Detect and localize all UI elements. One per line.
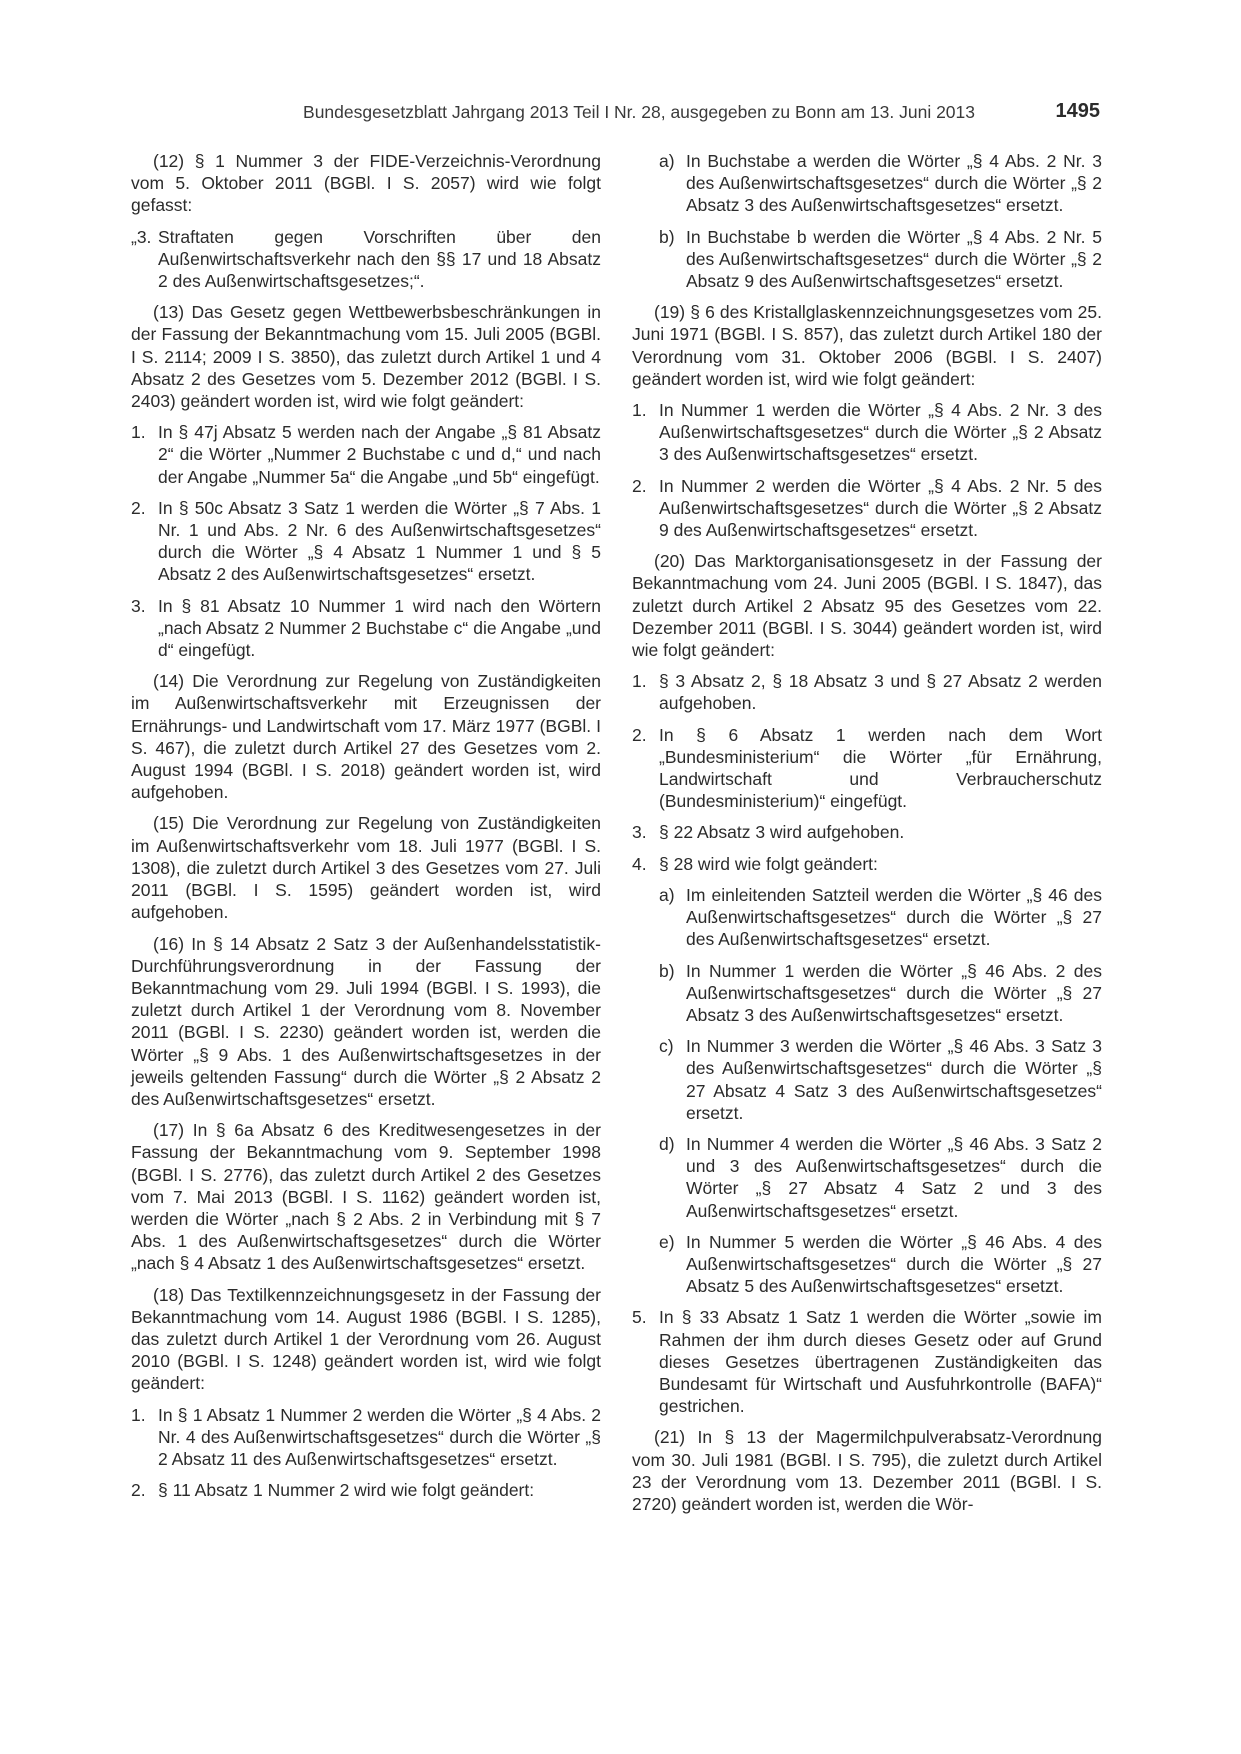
list-text: In § 33 Absatz 1 Satz 1 werden die Wörter „sowie im Rahmen der ihm durch dieses Gesetz oder auf Grund dieses Gesetzes übertragenen Zuständigkeiten das Bundesamt für Wirtschaft und Ausfuhrkontrolle (BAFA)“ gestrichen. bbox=[659, 1307, 1102, 1417]
sub-list-item bbox=[659, 1133, 1102, 1222]
sub-list-item bbox=[659, 1231, 1102, 1298]
list-item bbox=[632, 1306, 1102, 1417]
sub-list-text: Im einleitenden Satzteil werden die Wörter „§ 46 des Außenwirtschaftsgesetzes“ durch die Wörter „§ 27 des Außenwirtschaftsgesetzes“ ersetzt. bbox=[686, 884, 1102, 950]
list-item bbox=[131, 226, 601, 293]
list-item bbox=[632, 821, 1102, 843]
paragraph-18: (18) Das Textilkennzeichnungsgesetz in der Fassung der Bekanntmachung vom 14. August 1986 (BGBl. I S. 1285), das zuletzt durch Artikel 1 der Verordnung vom 26. August 2010 (BGBl. I S. 1248) geändert worden ist, wird wie folgt geändert: bbox=[131, 1284, 601, 1394]
list-item bbox=[131, 1404, 601, 1471]
sub-list-letter: a) bbox=[659, 151, 675, 171]
list-text: Straftaten gegen Vorschriften über den Außenwirtschaftsverkehr nach den §§ 17 und 18 Absatz 2 des Außenwirtschaftsgesetzes;“. bbox=[158, 226, 601, 292]
list-item bbox=[131, 421, 601, 488]
list-number: 5. bbox=[632, 1307, 647, 1328]
gazette-header-title: Bundesgesetzblatt Jahrgang 2013 Teil I Nr. 28, ausgegeben zu Bonn am 13. Juni 2013 bbox=[303, 102, 975, 122]
paragraph-15: (15) Die Verordnung zur Regelung von Zuständigkeiten im Außenwirtschaftsverkehr vom 18. Juli 1977 (BGBl. I S. 1308), die zuletzt durch Artikel 3 des Gesetzes vom 27. Juli 2011 (BGBl. I S. 1595) geändert worden ist, wird aufgehoben. bbox=[131, 813, 601, 923]
list-item bbox=[632, 724, 1102, 813]
sub-list-text: In Nummer 4 werden die Wörter „§ 46 Abs. 3 Satz 2 und 3 des Außenwirtschaftsgesetzes“ durch die Wörter „§ 27 Absatz 4 Satz 2 und 3 des Außenwirtschaftsgesetzes“ ersetzt. bbox=[686, 1133, 1102, 1221]
sub-list-letter: a) bbox=[659, 884, 675, 905]
list-number: 2. bbox=[632, 724, 647, 745]
right-column bbox=[632, 150, 1102, 1524]
paragraph-13: (13) Das Gesetz gegen Wettbewerbsbeschränkungen in der Fassung der Bekanntmachung vom 15. Juli 2005 (BGBl. I S. 2114; 2009 I S. 3850), das zuletzt durch Artikel 1 und 4 Absatz 2 des Gesetzes vom 5. Dezember 2012 (BGBl. I S. 2403) geändert worden ist, wird wie folgt geändert: bbox=[131, 302, 601, 412]
sub-list-text: In Nummer 3 werden die Wörter „§ 46 Abs. 3 Satz 3 des Außenwirtschaftsgesetzes“ durch die Wörter „§ 27 Absatz 4 Satz 3 des Außenwirtschaftsgesetzes“ ersetzt. bbox=[686, 1036, 1102, 1123]
list-item bbox=[632, 670, 1102, 714]
sub-list-item bbox=[659, 150, 1102, 217]
list-number: 2. bbox=[131, 1480, 146, 1501]
list-number: 1. bbox=[632, 400, 647, 421]
list-number: 2. bbox=[632, 475, 647, 496]
list-item bbox=[131, 595, 601, 662]
sub-list-item bbox=[659, 884, 1102, 951]
list-number: 1. bbox=[131, 1404, 146, 1425]
paragraph-12: (12) § 1 Nummer 3 der FIDE-Verzeichnis-Verordnung vom 5. Oktober 2011 (BGBl. I S. 2057) wird wie folgt gefasst: bbox=[131, 151, 601, 216]
list-text: § 22 Absatz 3 wird aufgehoben. bbox=[659, 822, 905, 843]
list-text: In Nummer 1 werden die Wörter „§ 4 Abs. 2 Nr. 3 des Außenwirtschaftsgesetzes“ durch die Wörter „§ 2 Absatz 3 des Außenwirtschaftsgesetzes“ ersetzt. bbox=[659, 400, 1102, 465]
list-text: In § 50c Absatz 3 Satz 1 werden die Wörter „§ 7 Abs. 1 Nr. 1 und Abs. 2 Nr. 6 des Außenwirtschaftsgesetzes“ durch die Wörter „§ 4 Absatz 1 Nummer 1 und § 5 Absatz 2 des Außenwirtschaftsgesetzes“ ersetzt. bbox=[158, 497, 601, 585]
paragraph-17: (17) In § 6a Absatz 6 des Kreditwesengesetzes in der Fassung der Bekanntmachung vom 9. September 1998 (BGBl. I S. 2776), das zuletzt durch Artikel 2 des Gesetzes vom 7. Mai 2013 (BGBl. I S. 1162) geändert worden ist, werden die Wörter „nach § 2 Abs. 2 in Verbindung mit § 7 Abs. 1 des Außenwirtschaftsgesetzes“ durch die Wörter „nach § 4 Absatz 1 des Außenwirtschaftsgesetzes“ ersetzt. bbox=[131, 1120, 601, 1274]
sub-list-text: In Nummer 1 werden die Wörter „§ 46 Abs. 2 des Außenwirtschaftsgesetzes“ durch die Wörter „§ 27 Absatz 3 des Außenwirtschaftsgesetzes“ ersetzt. bbox=[686, 960, 1102, 1025]
list-number: 3. bbox=[131, 595, 146, 616]
sub-list-text: In Buchstabe b werden die Wörter „§ 4 Abs. 2 Nr. 5 des Außenwirtschaftsgesetzes“ durch die Wörter „§ 2 Absatz 9 des Außenwirtschaftsgesetzes“ ersetzt. bbox=[686, 226, 1102, 292]
list-text: In § 6 Absatz 1 werden nach dem Wort „Bundesministerium“ die Wörter „für Ernährung, Landwirtschaft und Verbraucherschutz (Bundesministerium)“ eingefügt. bbox=[659, 724, 1102, 812]
sub-list-letter: b) bbox=[659, 226, 675, 247]
sub-list-item bbox=[659, 226, 1102, 293]
list-text: In Nummer 2 werden die Wörter „§ 4 Abs. 2 Nr. 5 des Außenwirtschaftsgesetzes“ durch die Wörter „§ 2 Absatz 9 des Außenwirtschaftsgesetzes“ ersetzt. bbox=[659, 475, 1102, 541]
paragraph-20: (20) Das Marktorganisationsgesetz in der Fassung der Bekanntmachung vom 24. Juni 2005 (BGBl. I S. 1847), das zuletzt durch Artikel 2 Absatz 95 des Gesetzes vom 22. Dezember 2011 (BGBl. I S. 3044) geändert worden ist, wird wie folgt geändert: bbox=[632, 551, 1102, 661]
sub-list-letter: d) bbox=[659, 1133, 675, 1154]
page-number: 1495 bbox=[1055, 100, 1100, 122]
sub-list-letter: e) bbox=[659, 1231, 675, 1252]
list-item bbox=[632, 475, 1102, 542]
list-number: 4. bbox=[632, 853, 647, 874]
list-item bbox=[131, 497, 601, 586]
list-number: 3. bbox=[632, 822, 647, 843]
paragraph-14: (14) Die Verordnung zur Regelung von Zuständigkeiten im Außenwirtschaftsverkehr mit Erzeugnissen der Ernährungs- und Landwirtschaft vom 17. März 1977 (BGBl. I S. 467), die zuletzt durch Artikel 27 des Gesetzes vom 2. August 1994 (BGBl. I S. 2018) geändert worden ist, wird aufgehoben. bbox=[131, 671, 601, 803]
list-number: 1. bbox=[131, 422, 146, 443]
list-text: In § 47j Absatz 5 werden nach der Angabe „§ 81 Absatz 2“ die Wörter „Nummer 2 Buchstabe c und d,“ und nach der Angabe „Nummer 5a“ die Angabe „und 5b“ eingefügt. bbox=[158, 422, 601, 487]
list-text: § 28 wird wie folgt geändert: bbox=[659, 853, 878, 874]
paragraph-19: (19) § 6 des Kristallglaskennzeichnungsgesetzes vom 25. Juni 1971 (BGBl. I S. 857), das zuletzt durch Artikel 180 der Verordnung vom 31. Oktober 2006 (BGBl. I S. 2407) geändert worden ist, wird wie folgt geändert: bbox=[632, 302, 1102, 389]
list-item bbox=[131, 1479, 601, 1501]
sub-list-text: In Buchstabe a werden die Wörter „§ 4 Abs. 2 Nr. 3 des Außenwirtschaftsgesetzes“ durch die Wörter „§ 2 Absatz 3 des Außenwirtschaftsgesetzes“ ersetzt. bbox=[686, 151, 1102, 216]
list-item bbox=[632, 399, 1102, 466]
list-item bbox=[632, 853, 1102, 875]
list-text: In § 1 Absatz 1 Nummer 2 werden die Wörter „§ 4 Abs. 2 Nr. 4 des Außenwirtschaftsgesetzes“ durch die Wörter „§ 2 Absatz 11 des Außenwirtschaftsgesetzes“ ersetzt. bbox=[158, 1404, 601, 1469]
left-column bbox=[131, 150, 601, 1510]
page-header bbox=[150, 100, 1100, 126]
sub-list-item bbox=[659, 960, 1102, 1027]
list-number: 1. bbox=[632, 671, 647, 692]
list-number: „3. bbox=[131, 226, 152, 247]
sub-list-letter: b) bbox=[659, 960, 675, 981]
list-text: § 3 Absatz 2, § 18 Absatz 3 und § 27 Absatz 2 werden aufgehoben. bbox=[659, 671, 1102, 714]
paragraph-21: (21) In § 13 der Magermilchpulverabsatz-Verordnung vom 30. Juli 1981 (BGBl. I S. 795), die zuletzt durch Artikel 23 der Verordnung vom 13. Dezember 2011 (BGBl. I S. 2720) geändert worden ist, werden die Wör- bbox=[632, 1427, 1102, 1514]
list-text: § 11 Absatz 1 Nummer 2 wird wie folgt geändert: bbox=[158, 1480, 535, 1501]
list-number: 2. bbox=[131, 497, 146, 518]
list-text: In § 81 Absatz 10 Nummer 1 wird nach den Wörtern „nach Absatz 2 Nummer 2 Buchstabe c“ die Angabe „und d“ eingefügt. bbox=[158, 595, 601, 661]
sub-list-item bbox=[659, 1035, 1102, 1124]
paragraph-16: (16) In § 14 Absatz 2 Satz 3 der Außenhandelsstatistik-Durchführungsverordnung in der Fassung der Bekanntmachung vom 29. Juli 1994 (BGBl. I S. 1993), die zuletzt durch Artikel 1 der Verordnung vom 8. November 2011 (BGBl. I S. 2230) geändert worden ist, werden die Wörter „§ 9 Abs. 1 des Außenwirtschaftsgesetzes in der jeweils geltenden Fassung“ durch die Wörter „§ 2 Absatz 2 des Außenwirtschaftsgesetzes“ ersetzt. bbox=[131, 933, 601, 1109]
sub-list-letter: c) bbox=[659, 1036, 674, 1057]
sub-list-text: In Nummer 5 werden die Wörter „§ 46 Abs. 4 des Außenwirtschaftsgesetzes“ durch die Wörter „§ 27 Absatz 5 des Außenwirtschaftsgesetzes“ ersetzt. bbox=[686, 1231, 1102, 1297]
